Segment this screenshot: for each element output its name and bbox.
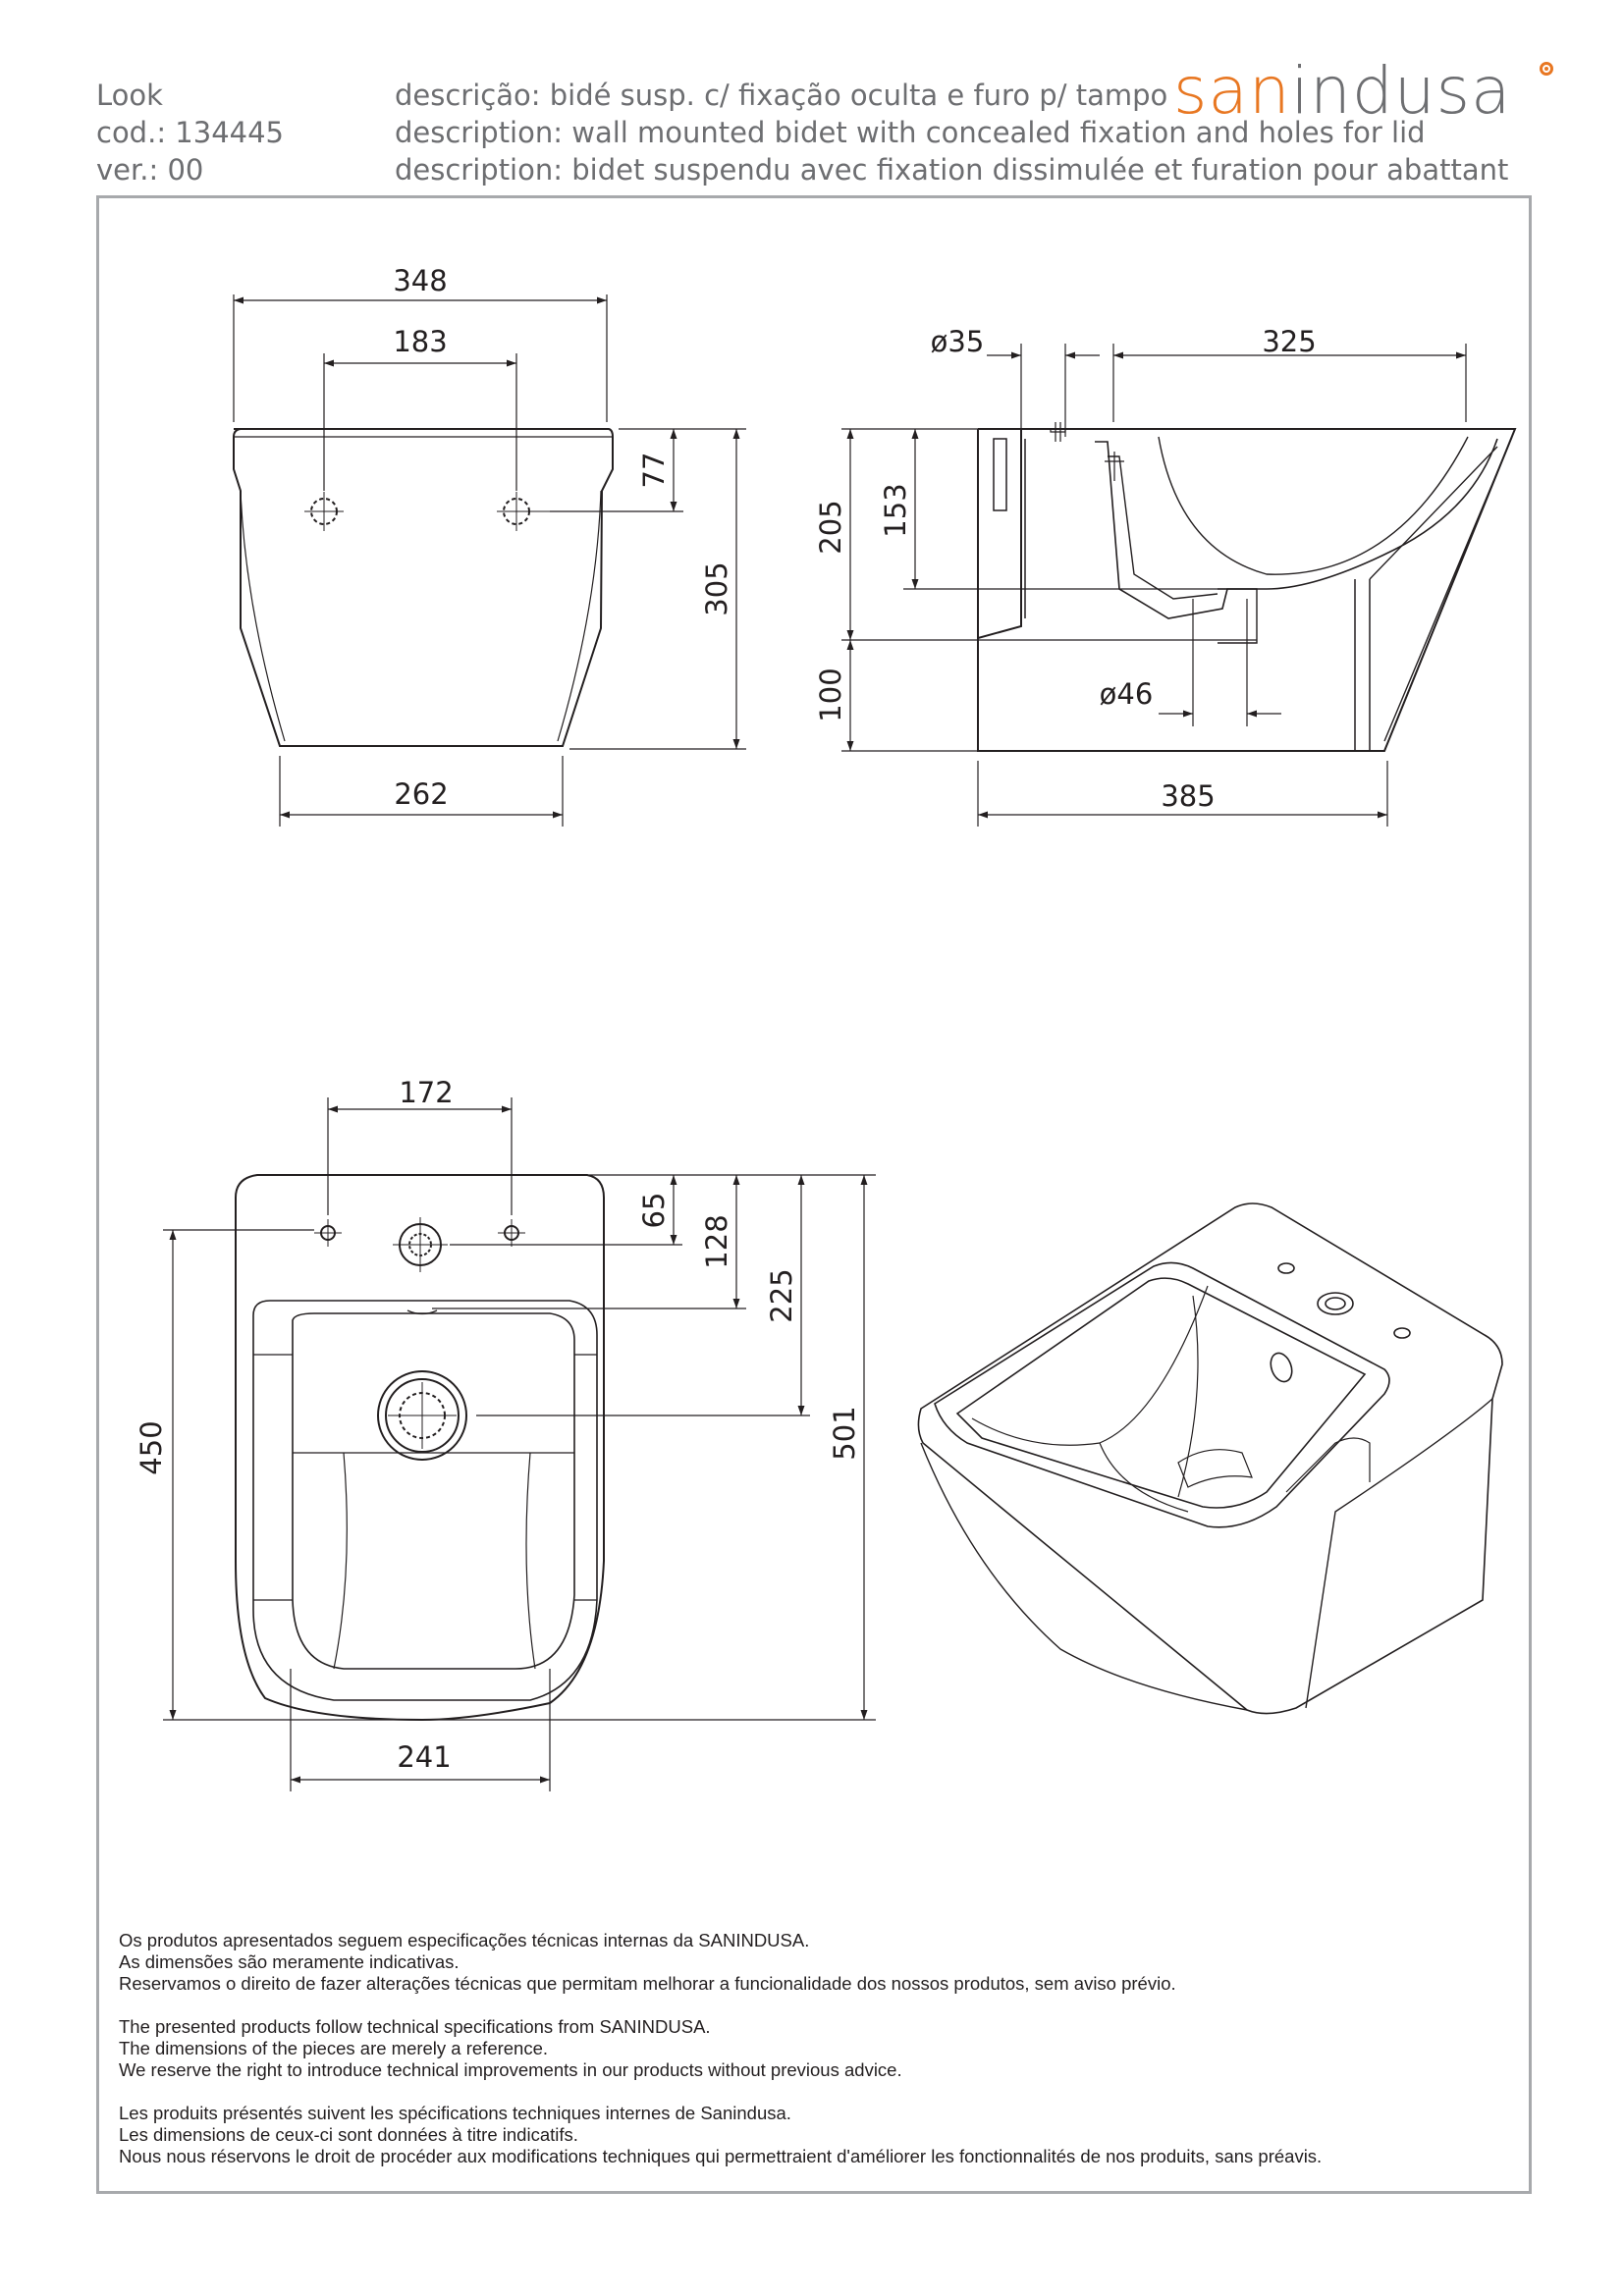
dim-top-450: 450 <box>135 1420 168 1475</box>
dim-top-65: 65 <box>637 1192 671 1229</box>
description-fr: description: bidet suspendu avec fixation dissimulée et furation pour abattant <box>395 153 1509 187</box>
product-code: cod.: 134445 <box>96 116 285 149</box>
logo-part-indusa: indusa <box>1290 53 1512 129</box>
product-version: ver.: 00 <box>96 153 204 187</box>
note-en-2: The dimensions of the pieces are merely a reference. <box>119 2038 549 2058</box>
dim-side-dia35: ø35 <box>930 325 985 358</box>
description-en: description: wall mounted bidet with concealed fixation and holes for lid <box>395 116 1426 149</box>
top-view <box>163 1097 876 1791</box>
note-pt-3: Reservamos o direito de fazer alterações técnicas que permitam melhorar a funcionalidade dos nossos produtos, sem aviso prévio. <box>119 1973 1176 1994</box>
front-hole-left-icon <box>304 492 344 531</box>
note-en-1: The presented products follow technical specifications from SANINDUSA. <box>119 2016 711 2037</box>
description-pt: descrição: bidé susp. c/ fixação oculta e furo p/ tampo <box>395 79 1168 112</box>
waste-hole-icon <box>378 1371 466 1460</box>
tap-hole-icon <box>393 1217 448 1272</box>
note-fr-2: Les dimensions de ceux-ci sont données à titre indicatifs. <box>119 2124 578 2145</box>
disclaimer-notes <box>119 1930 1513 2167</box>
note-en-3: We reserve the right to introduce technical improvements in our products without previous advice. <box>119 2059 902 2080</box>
side-view <box>841 344 1515 827</box>
dim-top-172: 172 <box>399 1076 454 1109</box>
dim-front-183: 183 <box>393 325 448 358</box>
dim-side-153: 153 <box>879 483 912 538</box>
top-hole-left-icon <box>314 1219 342 1247</box>
dim-side-325: 325 <box>1262 325 1317 358</box>
dim-top-501: 501 <box>828 1406 861 1461</box>
dim-side-205: 205 <box>814 500 847 555</box>
note-fr-3: Nous nous réservons le droit de procéder aux modifications techniques qui permettraient d'améliorer les fonctionnalités de nos produits, sans préavis. <box>119 2146 1323 2166</box>
logo-part-san: san <box>1173 53 1291 129</box>
front-hole-right-icon <box>497 492 550 531</box>
dim-top-128: 128 <box>700 1214 733 1269</box>
dim-top-225: 225 <box>765 1268 798 1323</box>
note-pt-2: As dimensões são meramente indicativas. <box>119 1951 460 1972</box>
dim-front-348: 348 <box>393 264 448 297</box>
top-hole-right-icon <box>498 1219 525 1247</box>
dim-side-385: 385 <box>1161 779 1216 813</box>
dim-top-241: 241 <box>397 1740 452 1774</box>
dim-front-262: 262 <box>394 777 449 811</box>
note-fr-1: Les produits présentés suivent les spécifications techniques internes de Sanindusa. <box>119 2103 791 2123</box>
dim-side-100: 100 <box>814 667 847 722</box>
product-name: Look <box>96 79 163 112</box>
isometric-view <box>918 1203 1502 1714</box>
dim-front-305: 305 <box>700 561 733 616</box>
front-view <box>234 294 746 827</box>
dim-side-dia46: ø46 <box>1099 677 1154 711</box>
note-pt-1: Os produtos apresentados seguem especificações técnicas internas da SANINDUSA. <box>119 1930 810 1950</box>
dim-front-77: 77 <box>637 452 671 489</box>
